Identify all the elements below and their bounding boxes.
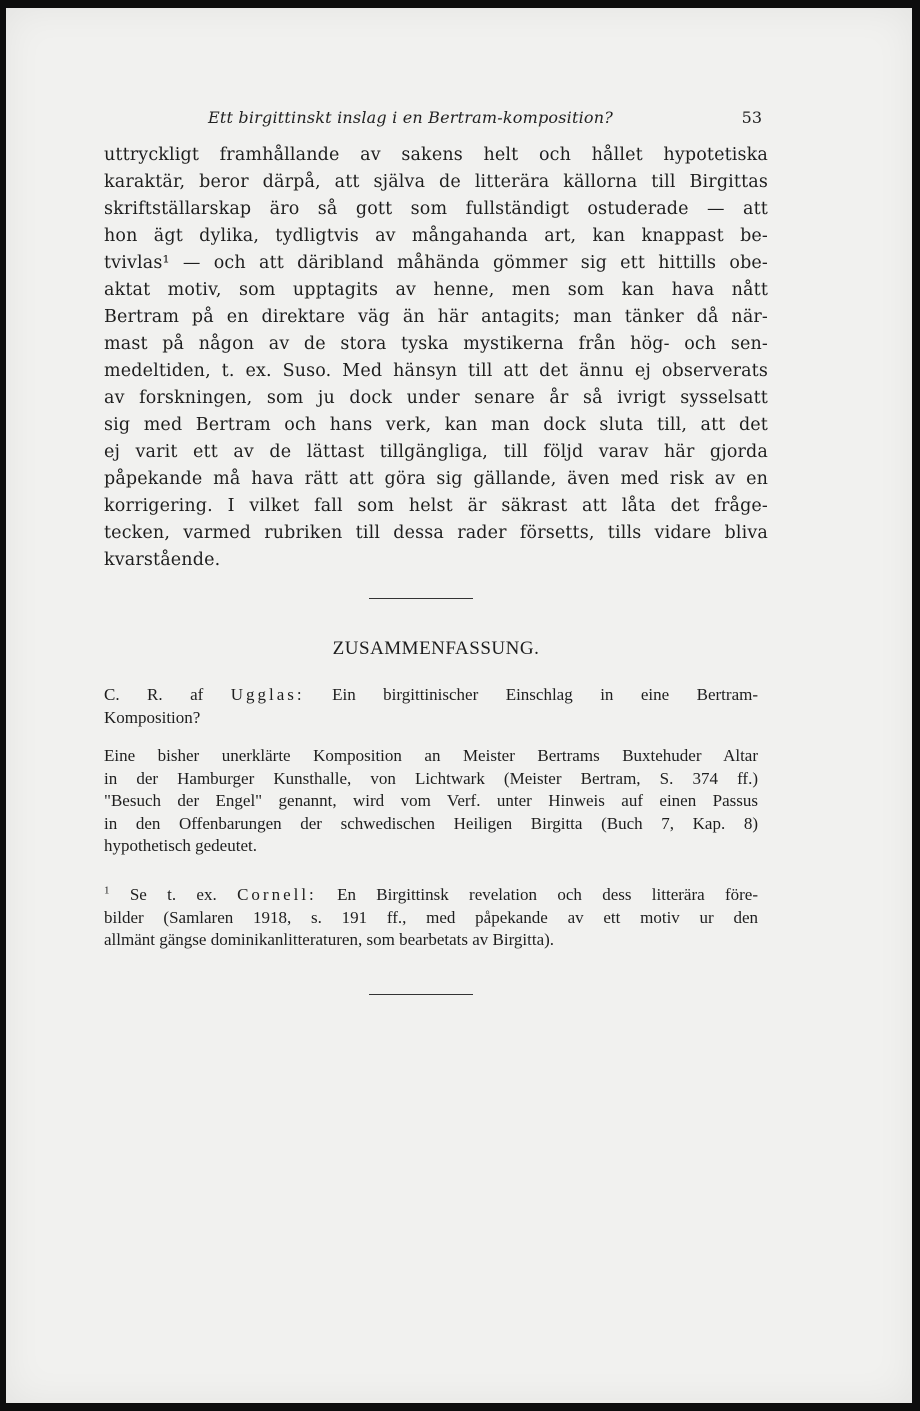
citation-author-prefix: C. R. af	[104, 685, 231, 704]
summary-line: in der Hamburger Kunsthalle, von Lichtwark (Meister Bertram, S. 374 ff.)	[104, 768, 758, 788]
summary-line: "Besuch der Engel" genannt, wird vom Verf. unter Hinweis auf einen Passus	[104, 791, 758, 810]
summary-citation	[104, 684, 758, 729]
body-line: hon ägt dylika, tydligtvis av mångahanda art, kan knappast be-	[104, 226, 768, 246]
body-line: karaktär, beror därpå, att själva de litterära källorna till Birgittas	[104, 172, 768, 192]
body-line: påpekande må hava rätt att göra sig gällande, även med risk av en	[104, 469, 768, 489]
citation-line: Komposition?	[104, 707, 201, 727]
main-paragraph	[104, 142, 768, 574]
footnote-author: Cornell:	[237, 885, 317, 904]
body-line: aktat motiv, som upptagits av henne, men som kan hava nått	[104, 280, 768, 300]
page-number: 53	[741, 108, 762, 127]
body-line: ej varit ett av de lättast tillgängliga, till följd varav här gjorda	[104, 442, 768, 462]
body-line: uttryckligt framhållande av sakens helt och hållet hypotetiska	[104, 145, 768, 165]
summary-heading: ZUSAMMENFASSUNG.	[332, 638, 540, 659]
footnote-prefix: Se t. ex.	[109, 885, 238, 904]
body-line: av forskningen, som ju dock under senare år så ivrigt sysselsatt	[104, 388, 768, 408]
footnote-line: allmänt gängse dominikanlitteraturen, som bearbetats av Birgitta).	[104, 930, 555, 949]
body-line: tecken, varmed rubriken till dessa rader försetts, tills vidare bliva	[104, 523, 768, 543]
citation-title: Ein birgittinischer Einschlag in eine Bertram-	[304, 685, 758, 704]
body-line: Bertram på en direktare väg än här antagits; man tänker då när-	[104, 307, 768, 327]
summary-block	[104, 684, 758, 874]
section-divider	[369, 598, 473, 599]
summary-line: hypothetisch gedeutet.	[104, 836, 257, 855]
summary-line: Eine bisher unerklärte Komposition an Meister Bertrams Buxtehuder Altar	[104, 746, 758, 765]
footnote-text: En Birgittinsk revelation och dess litterära före-	[316, 885, 758, 904]
body-line: kvarstående.	[104, 550, 221, 570]
citation-line	[104, 684, 758, 707]
footnote	[104, 884, 758, 952]
body-line: skriftställarskap äro så gott som fullständigt ostuderade — att	[104, 199, 768, 219]
footnote-marker: 1	[104, 884, 110, 897]
footnote-line: bilder (Samlaren 1918, s. 191 ff., med påpekande av ett motiv ur den	[104, 907, 758, 927]
summary-paragraph	[104, 745, 758, 858]
body-line: sig med Bertram och hans verk, kan man dock sluta till, att det	[104, 415, 768, 435]
summary-line: in den Offenbarungen der schwedischen Heiligen Birgitta (Buch 7, Kap. 8)	[104, 813, 758, 833]
body-line: medeltiden, t. ex. Suso. Med hänsyn till att det ännu ej observerats	[104, 361, 768, 381]
footnote-line	[104, 884, 758, 907]
body-line: tvivlas¹ — och att däribland måhända gömmer sig ett hittills obe-	[104, 253, 768, 273]
end-divider	[369, 994, 473, 995]
running-title: Ett birgittinskt inslag i en Bertram-komposition?	[208, 108, 614, 127]
body-line: korrigering. I vilket fall som helst är säkrast att låta det fråge-	[104, 496, 768, 516]
citation-author-name: Ugglas:	[230, 685, 305, 704]
body-line: mast på någon av de stora tyska mystikerna från hög- och sen-	[104, 334, 768, 354]
